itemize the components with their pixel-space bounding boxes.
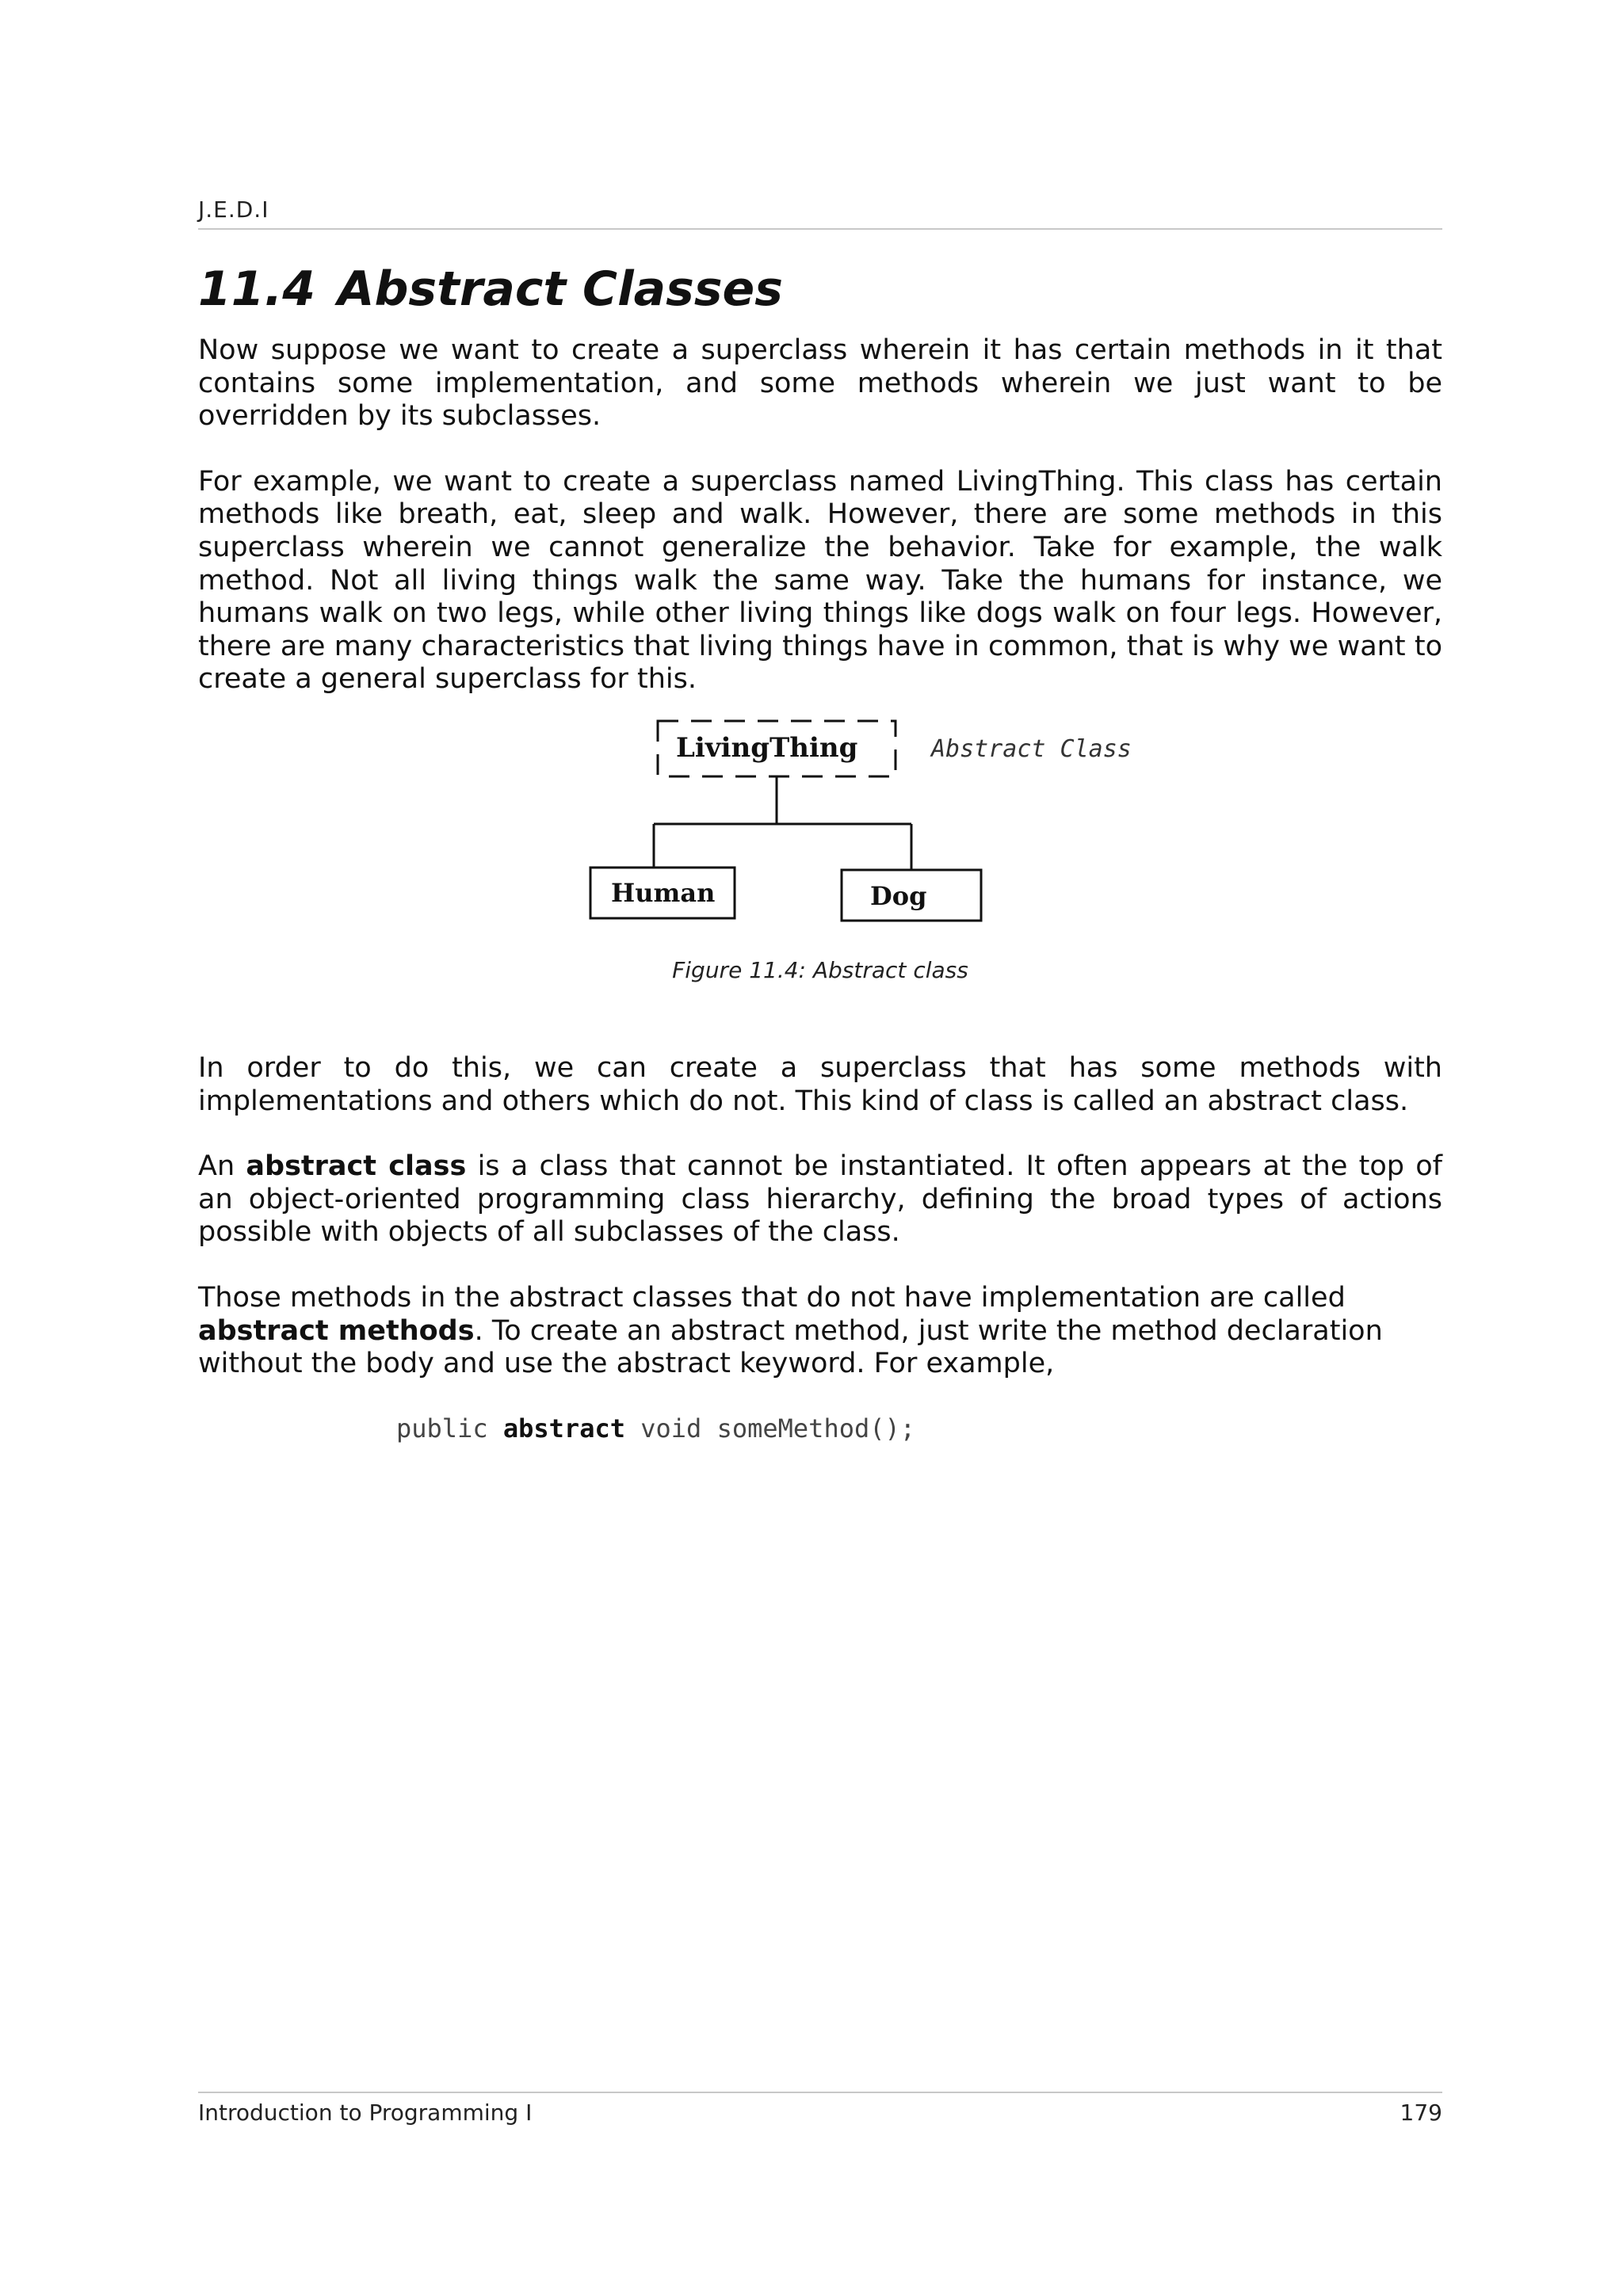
running-title: J.E.D.I [198, 196, 269, 223]
body-content [198, 334, 1442, 1444]
book-title: Introduction to Programming I [198, 2100, 533, 2126]
figure-abstract-class [198, 713, 1442, 1028]
code-text: void someMethod(); [624, 1413, 916, 1444]
section-number: 11.4 [198, 261, 316, 317]
paragraph-intro: Now suppose we want to create a superclass wherein it has certain methods in it that contains some implementation, and some methods wherein we just want to be overridden by its subclasses. [198, 334, 1442, 433]
paragraph-abstract-methods [198, 1282, 1442, 1381]
paragraph-example: For example, we want to create a superclass named LivingThing. This class has certain methods like breath, eat, sleep and walk. However, there are some methods in this superclass wherein we cannot generalize the behavior. Take for example, the walk method. Not all living things walk the same way. Take the humans for instance, we humans walk on two legs, while other living things like dogs walk on four legs. However, there are many characteristics that living things have in common, that is why we want to create a general superclass for this. [198, 465, 1442, 696]
class-hierarchy-diagram [547, 713, 1132, 951]
paragraph-abstract-definition [198, 1150, 1442, 1249]
child-class-human-label: Human [611, 877, 716, 908]
bold-term-abstract-class: abstract class [246, 1150, 467, 1183]
bold-term-abstract-methods: abstract methods [198, 1314, 475, 1347]
code-keyword-abstract: abstract [502, 1413, 625, 1444]
text-run: Those methods in the abstract classes that do not have implementation are called [198, 1281, 1346, 1314]
text-run: An [198, 1150, 246, 1183]
code-example [396, 1413, 1442, 1444]
section-title-text: Abstract Classes [338, 261, 783, 317]
figure-caption: Figure 11.4: Abstract class [672, 956, 968, 983]
child-class-dog-label: Dog [870, 880, 927, 911]
text-run: is a class that cannot be instantiated. It often appears at the top of an object-oriented programming class hierarchy, defining the broad types of actions possible with objects of all subclasses of the class. [198, 1150, 1442, 1249]
code-text: public [396, 1413, 503, 1444]
text-run: . To create an abstract method, just write the method declaration without the body and use the abstract keyword. For example, [198, 1314, 1383, 1380]
parent-class-label: LivingThing [676, 731, 858, 764]
page-header [198, 196, 1442, 230]
paragraph-abstract-intro: In order to do this, we can create a superclass that has some methods with implementations and others which do not. This kind of class is called an abstract class. [198, 1051, 1442, 1117]
page-number: 179 [1400, 2100, 1442, 2126]
abstract-class-annotation: Abstract Class [931, 734, 1132, 763]
section-title [198, 261, 783, 317]
page-footer [198, 2092, 1442, 2125]
